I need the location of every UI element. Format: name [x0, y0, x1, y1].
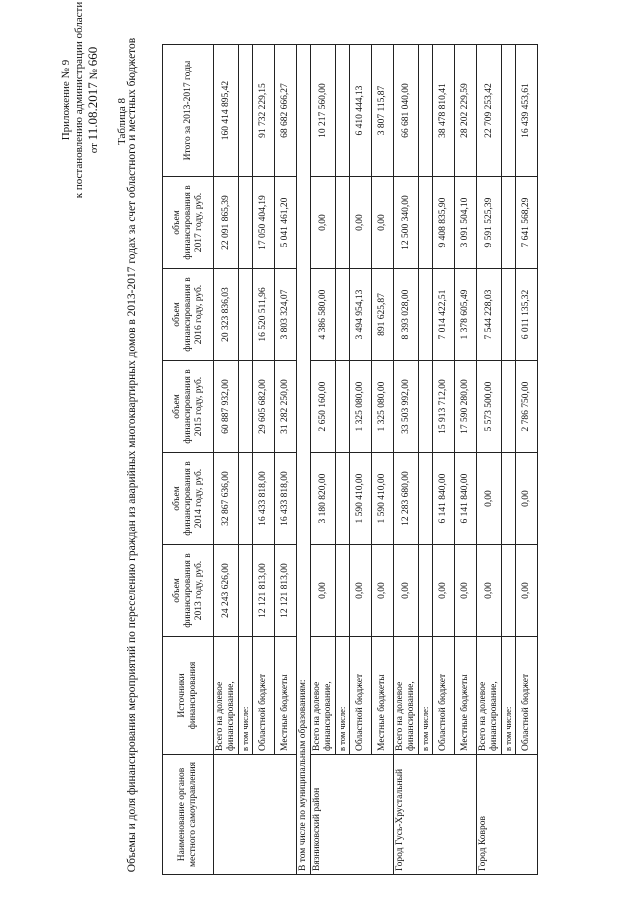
value-cell [336, 453, 350, 545]
table-number: Таблица 8 [116, 97, 128, 145]
value-cell: 66 681 040,00 [394, 45, 419, 177]
value-cell [336, 545, 350, 637]
decree-date-line: от 11.08.2017 № 660 [85, 46, 100, 154]
value-cell [336, 45, 350, 177]
table-row [336, 45, 350, 875]
value-cell: 60 887 932,00 [214, 361, 239, 453]
value-cell: 0,00 [516, 453, 538, 545]
value-cell: 22 709 253,42 [477, 45, 502, 177]
value-cell: 0,00 [372, 177, 394, 269]
value-cell: 10 217 560,00 [311, 45, 336, 177]
source-cell: Областной бюджет [516, 637, 538, 755]
value-cell: 5 573 500,00 [477, 361, 502, 453]
table-row [214, 45, 239, 875]
value-cell: 1 590 410,00 [372, 453, 394, 545]
value-cell: 5 041 461,20 [275, 177, 297, 269]
appendix-header [60, 0, 101, 205]
value-cell: 9 591 525,39 [477, 177, 502, 269]
source-cell: Местные бюджеты [372, 637, 394, 755]
table-row [253, 45, 275, 875]
value-cell: 4 386 580,00 [311, 269, 336, 361]
source-cell: Всего на долевое финансирование, [477, 637, 502, 755]
total-organ-cell [214, 755, 297, 875]
value-cell: 1 378 605,49 [455, 269, 477, 361]
value-cell: 2 786 750,00 [516, 361, 538, 453]
decree-reference: к постановлению администрации области [73, 1, 85, 199]
value-cell [336, 269, 350, 361]
value-cell [502, 545, 516, 637]
column-header: объем финансирования в 2016 году, руб. [163, 269, 214, 361]
source-cell: в том числе: [502, 637, 516, 755]
table-row [433, 45, 455, 875]
table-row [477, 45, 502, 875]
value-cell [419, 453, 433, 545]
value-cell: 29 605 682,00 [253, 361, 275, 453]
value-cell: 38 478 810,41 [433, 45, 455, 177]
municipal-heading: В том числе по муниципальным образованиям: [297, 45, 311, 875]
value-cell: 0,00 [311, 177, 336, 269]
value-cell: 0,00 [350, 177, 372, 269]
value-cell [502, 45, 516, 177]
value-cell: 3 091 504,10 [455, 177, 477, 269]
municipality-name: Вязниковский район [311, 755, 394, 875]
value-cell: 0,00 [372, 545, 394, 637]
value-cell: 17 590 280,00 [455, 361, 477, 453]
source-cell: в том числе: [419, 637, 433, 755]
value-cell [419, 545, 433, 637]
decree-date: 11.08.2017 [85, 82, 100, 141]
value-cell [239, 269, 253, 361]
value-cell: 7 014 422,51 [433, 269, 455, 361]
value-cell: 0,00 [433, 545, 455, 637]
value-cell: 1 590 410,00 [350, 453, 372, 545]
document-title: Объемы и доля финансирования мероприятий по переселению граждан из аварийных многоквартирных домов в 2013-2017 годах за счет областного и местных бюджетов [126, 37, 138, 873]
value-cell: 6 011 135,32 [516, 269, 538, 361]
value-cell: 15 913 712,00 [433, 361, 455, 453]
value-cell: 12 283 680,00 [394, 453, 419, 545]
value-cell [336, 177, 350, 269]
table-row [275, 45, 297, 875]
value-cell [419, 269, 433, 361]
value-cell [502, 361, 516, 453]
value-cell [239, 453, 253, 545]
value-cell [502, 177, 516, 269]
column-header: объем финансирования в 2017 году, руб. [163, 177, 214, 269]
column-header: Итого за 2013-2017 годы [163, 45, 214, 177]
table-row [502, 45, 516, 875]
value-cell: 16 520 511,96 [253, 269, 275, 361]
source-cell: Областной бюджет [433, 637, 455, 755]
value-cell: 3 803 324,07 [275, 269, 297, 361]
value-cell: 9 408 835,90 [433, 177, 455, 269]
value-cell: 12 121 813,00 [253, 545, 275, 637]
value-cell: 160 414 895,42 [214, 45, 239, 177]
source-cell: в том числе: [239, 637, 253, 755]
value-cell: 0,00 [394, 545, 419, 637]
value-cell: 6 410 444,13 [350, 45, 372, 177]
municipal-heading-row [297, 45, 311, 875]
value-cell: 31 282 250,00 [275, 361, 297, 453]
source-cell: Местные бюджеты [275, 637, 297, 755]
value-cell: 17 050 404,19 [253, 177, 275, 269]
source-cell: Всего на долевое финансирование, [394, 637, 419, 755]
column-header: объем финансирования в 2014 году, руб. [163, 453, 214, 545]
source-cell: Местные бюджеты [455, 637, 477, 755]
table-row [516, 45, 538, 875]
value-cell: 7 544 228,03 [477, 269, 502, 361]
financing-table [162, 44, 538, 875]
value-cell [239, 45, 253, 177]
source-cell: Областной бюджет [253, 637, 275, 755]
table-row [350, 45, 372, 875]
value-cell: 1 325 080,00 [350, 361, 372, 453]
value-cell: 33 503 992,00 [394, 361, 419, 453]
value-cell: 16 433 818,00 [253, 453, 275, 545]
value-cell [502, 269, 516, 361]
value-cell [239, 545, 253, 637]
column-header: объем финансирования в 2013 году, руб. [163, 545, 214, 637]
municipality-name: Город Гусь-Хрустальный [394, 755, 477, 875]
table-row [455, 45, 477, 875]
value-cell: 28 202 229,59 [455, 45, 477, 177]
value-cell [336, 361, 350, 453]
table-header-row [163, 45, 214, 875]
value-cell [419, 177, 433, 269]
value-cell: 16 439 453,61 [516, 45, 538, 177]
value-cell: 22 091 865,39 [214, 177, 239, 269]
value-cell: 24 243 626,00 [214, 545, 239, 637]
value-cell: 32 867 636,00 [214, 453, 239, 545]
value-cell [502, 453, 516, 545]
value-cell: 68 682 666,27 [275, 45, 297, 177]
value-cell: 20 323 836,03 [214, 269, 239, 361]
value-cell: 2 650 160,00 [311, 361, 336, 453]
value-cell: 0,00 [311, 545, 336, 637]
value-cell: 0,00 [516, 545, 538, 637]
table-row [239, 45, 253, 875]
source-cell: Всего на долевое финансирование, [311, 637, 336, 755]
source-cell: Областной бюджет [350, 637, 372, 755]
table-row [394, 45, 419, 875]
appendix-label: Приложение № 9 [60, 59, 72, 141]
value-cell: 16 433 818,00 [275, 453, 297, 545]
value-cell: 6 141 840,00 [455, 453, 477, 545]
column-header: объем финансирования в 2015 году, руб. [163, 361, 214, 453]
value-cell: 3 807 115,87 [372, 45, 394, 177]
value-cell: 6 141 840,00 [433, 453, 455, 545]
value-cell: 0,00 [350, 545, 372, 637]
municipality-name: Город Ковров [477, 755, 538, 875]
value-cell: 0,00 [455, 545, 477, 637]
source-cell: в том числе: [336, 637, 350, 755]
value-cell: 12 500 340,00 [394, 177, 419, 269]
table-row [311, 45, 336, 875]
value-cell [419, 361, 433, 453]
table-row [372, 45, 394, 875]
value-cell: 891 625,87 [372, 269, 394, 361]
value-cell [419, 45, 433, 177]
value-cell: 1 325 080,00 [372, 361, 394, 453]
value-cell: 91 732 229,15 [253, 45, 275, 177]
value-cell: 0,00 [477, 453, 502, 545]
column-header: Наименование органов местного самоуправления [163, 755, 214, 875]
value-cell: 3 494 954,13 [350, 269, 372, 361]
table-row [419, 45, 433, 875]
value-cell [239, 177, 253, 269]
column-header: Источники финансирования [163, 637, 214, 755]
value-cell: 0,00 [477, 545, 502, 637]
value-cell: 12 121 813,00 [275, 545, 297, 637]
value-cell [239, 361, 253, 453]
value-cell: 3 180 820,00 [311, 453, 336, 545]
value-cell: 8 393 028,00 [394, 269, 419, 361]
value-cell: 7 641 568,29 [516, 177, 538, 269]
decree-number: 660 [85, 46, 100, 67]
source-cell: Всего на долевое финансирование, [214, 637, 239, 755]
